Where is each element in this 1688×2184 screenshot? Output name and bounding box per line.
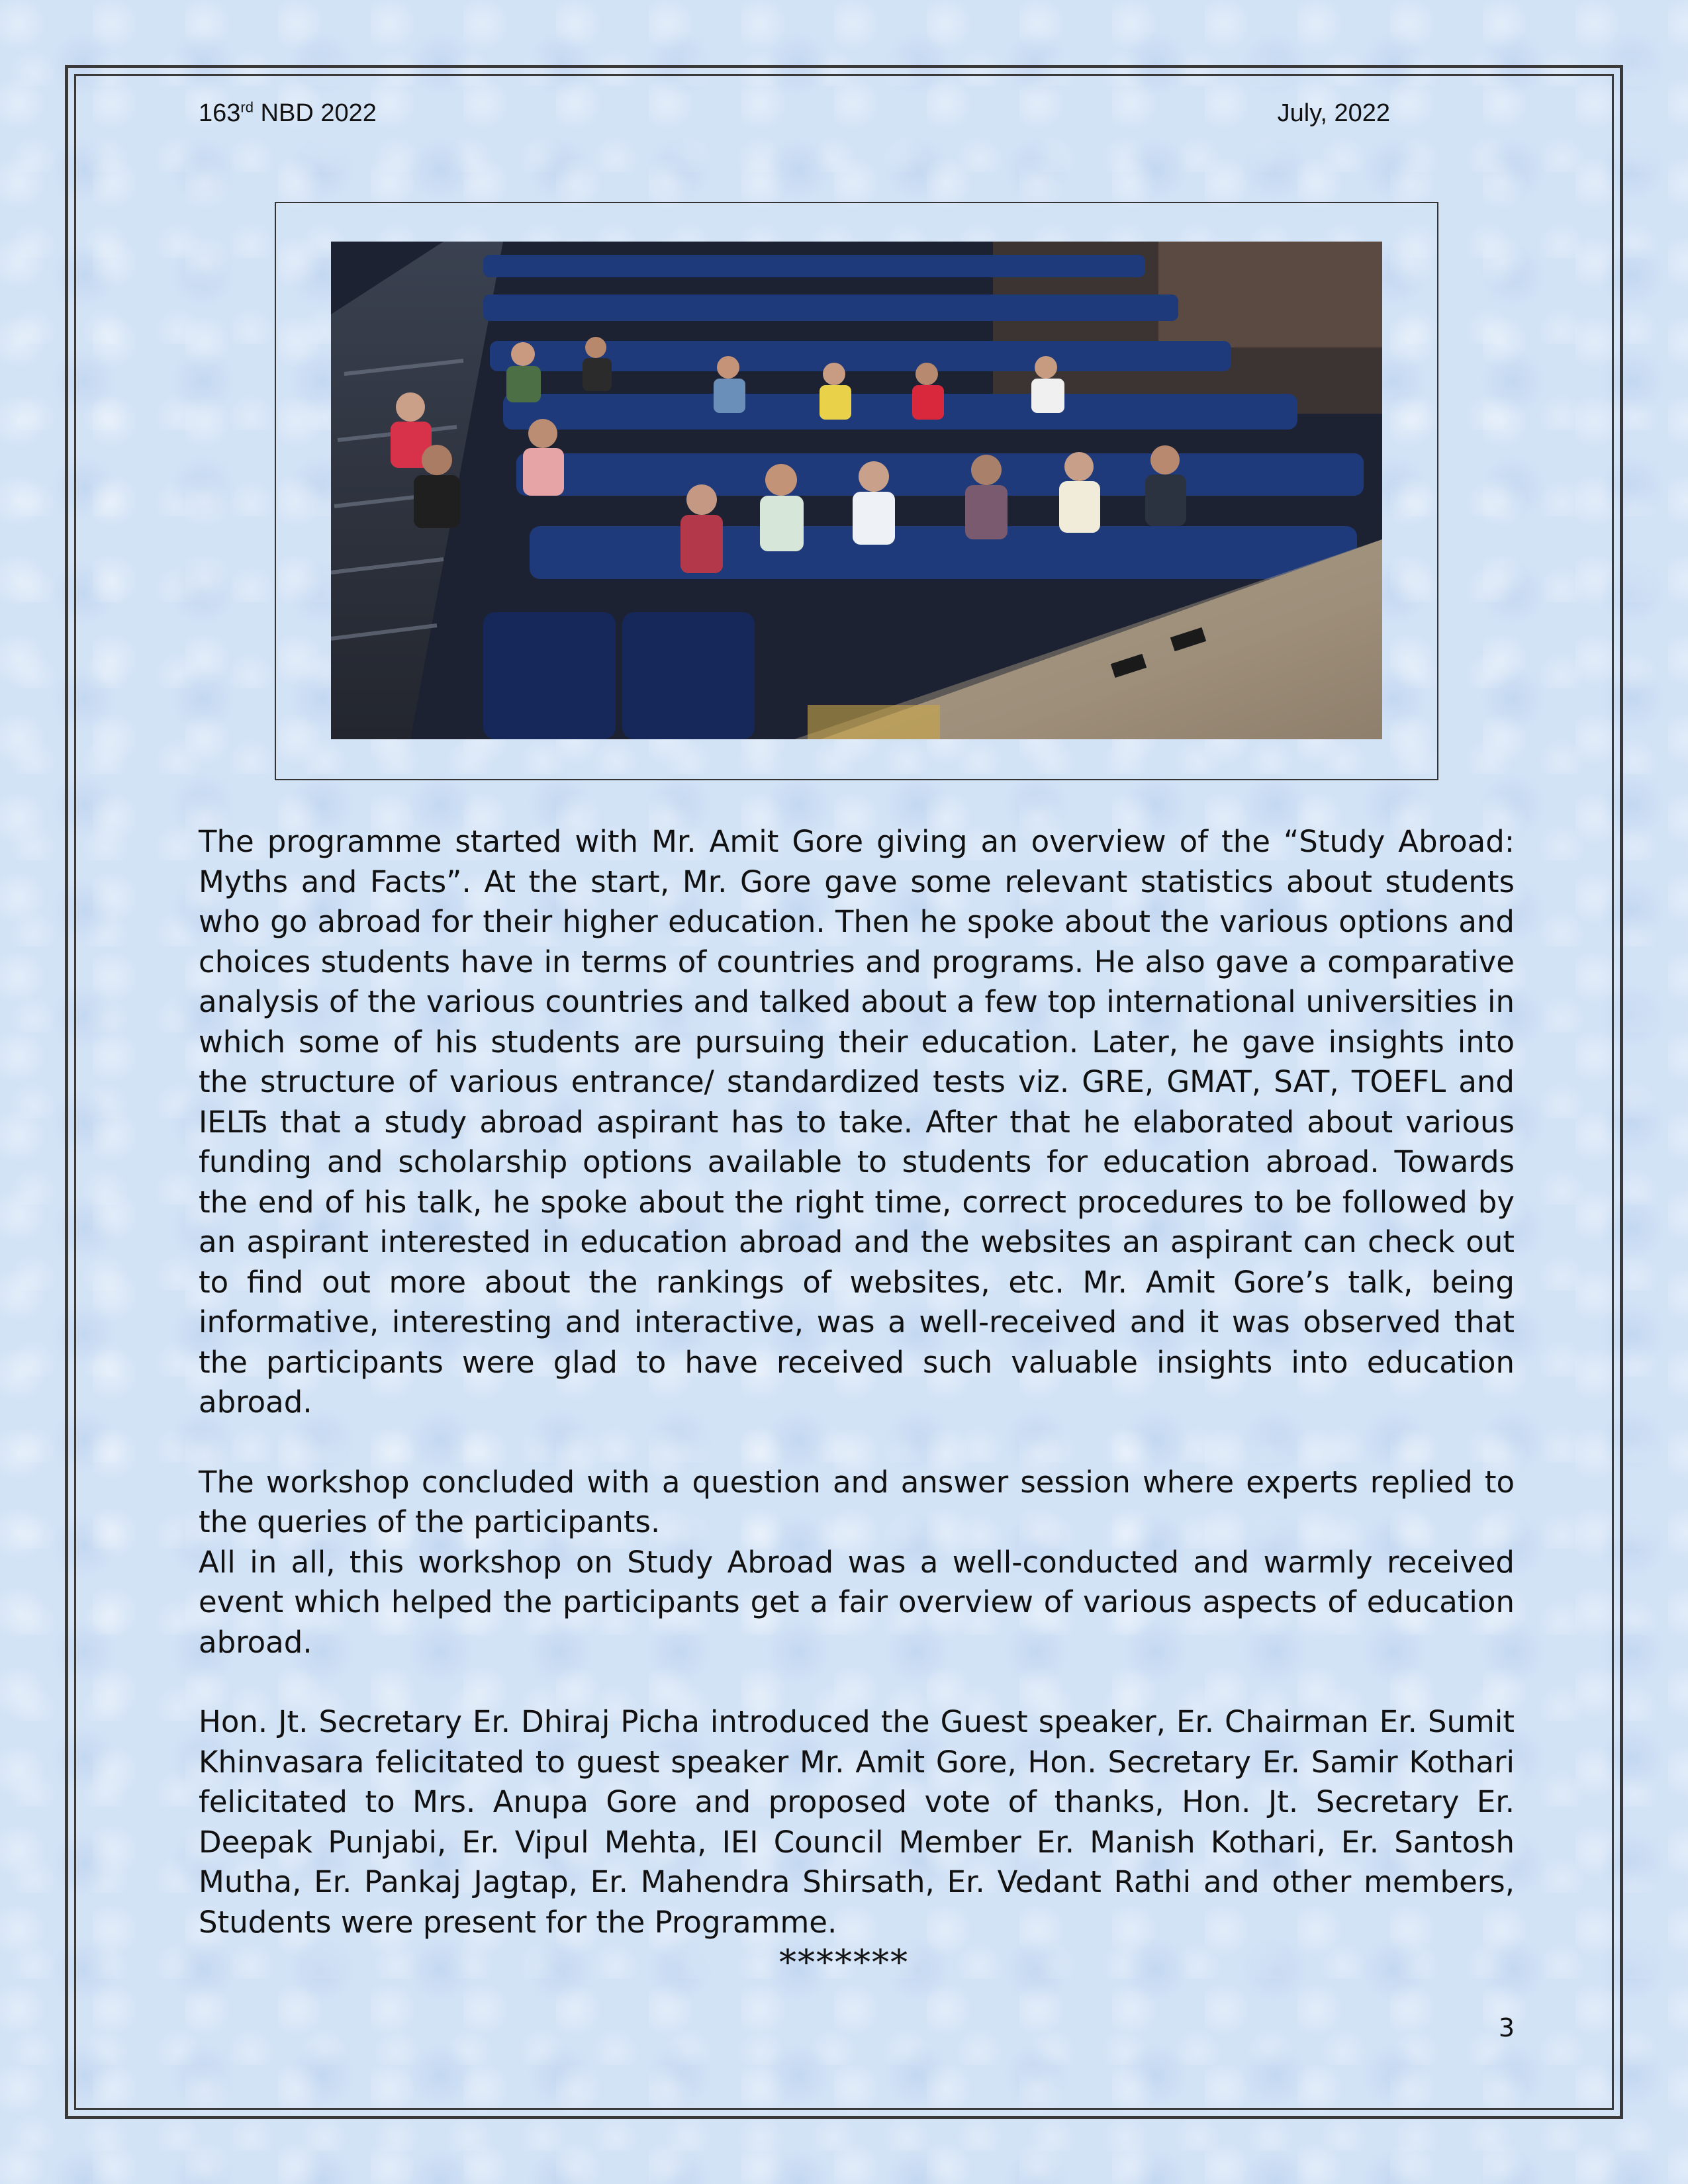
- issue-ordinal-suffix: rd: [240, 99, 254, 116]
- paragraph-acknowledgements: Hon. Jt. Secretary Er. Dhiraj Picha introduced the Guest speaker, Er. Chairman Er. Sumit Khinvasara felicitated to guest speaker Mr. Amit Gore, Hon. Secretary Er. Samir Kothari felicitated to Mrs. Anupa Gore and proposed vote of thanks, Hon. Jt. Secretary Er. Deepak Punjabi, Er. Vipul Mehta, IEI Council Member Er. Manish Kothari, Er. Santosh Mutha, Er. Pankaj Jagtap, Er. Mahendra Shirsath, Er. Vedant Rathi and other members, Students were present for the Programme.: [199, 1704, 1515, 1940]
- paragraph-summary: All in all, this workshop on Study Abroad was a well-conducted and warmly received event which helped the participants get a fair overview of various aspects of education abroad.: [199, 1544, 1515, 1660]
- article-body: [199, 822, 1515, 1942]
- issue-date: July, 2022: [1277, 99, 1390, 127]
- section-separator: *******: [779, 1943, 909, 1983]
- paragraph-overview: The programme started with Mr. Amit Gore giving an overview of the “Study Abroad: Myths and Facts”. At the start, Mr. Gore gave some relevant statistics about students who go abroad for their higher education. Then he spoke about the various options and choices students have in terms of countries and programs. He also gave a comparative analysis of the various countries and talked about a few top international universities in which some of his students are pursuing their education. Later, he gave insights into the structure of various entrance/ standardized tests viz. GRE, GMAT, SAT, TOEFL and IELTs that a study abroad aspirant has to take. After that he elaborated about various funding and scholarship options available to students for education abroad. Towards the end of his talk, he spoke about the right time, correct procedures to be followed by an aspirant interested in education abroad and the websites an aspirant can check out to find out more about the rankings of websites, etc. Mr. Amit Gore’s talk, being informative, interesting and interactive, was a well-received and it was observed that the participants were glad to have received such valuable insights into education abroad.: [199, 824, 1515, 1420]
- event-photo: [331, 242, 1382, 739]
- page-number: 3: [1498, 2013, 1515, 2042]
- paragraph-conclusion: The workshop concluded with a question and answer session where experts replied to the queries of the participants.: [199, 1464, 1515, 1539]
- issue-label: 163rd NBD 2022: [199, 99, 377, 127]
